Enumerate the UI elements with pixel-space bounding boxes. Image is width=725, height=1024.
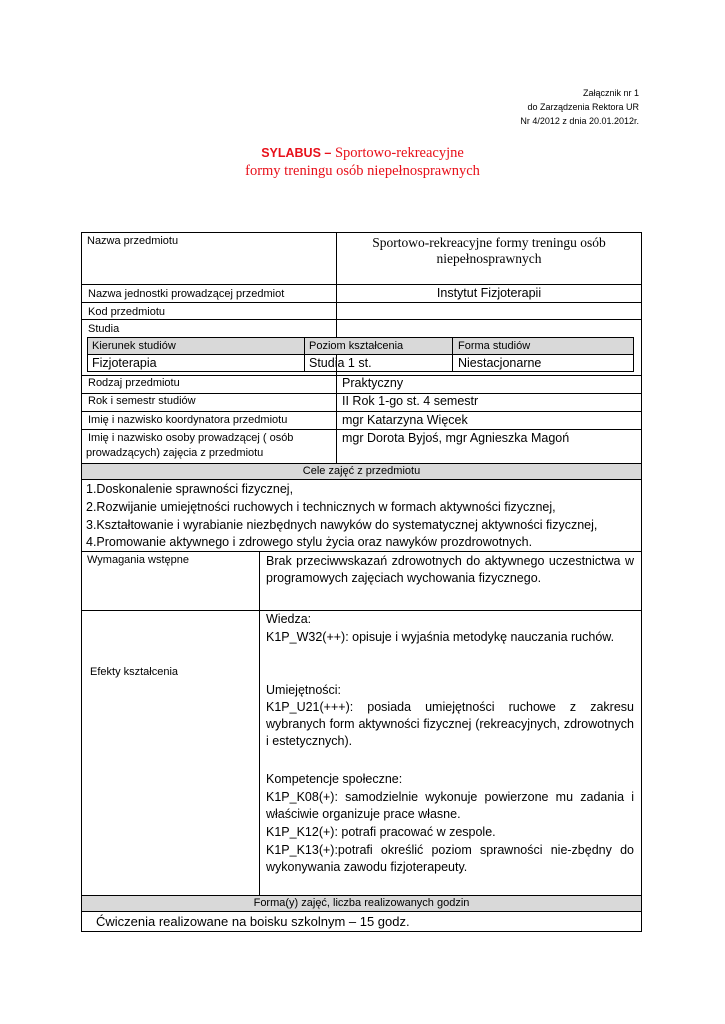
title-line-1: Sportowo-rekreacyjne: [334, 145, 464, 161]
studies-header-level: Poziom kształcenia: [309, 340, 404, 352]
competences-title: Kompetencje społeczne:: [266, 772, 403, 786]
goal-item: 2.Rozwijanie umiejętności ruchowych i technicznych w formach aktywności fizycznej,: [86, 500, 556, 514]
annex-line-1: Załącznik nr 1: [582, 88, 639, 98]
annex-line-3: Nr 4/2012 z dnia 20.01.2012r.: [520, 116, 639, 126]
subject-name-value-2: niepełnosprawnych: [436, 251, 542, 266]
knowledge-text: K1P_W32(++): opisuje i wyjaśnia metodykę nauczania ruchów.: [266, 630, 615, 644]
year-semester-label: Rok i semestr studiów: [88, 395, 196, 407]
studies-value-level: Studia 1 st.: [309, 356, 372, 370]
competence-k13: K1P_K13(+):potrafi określić poziom sprawności nie-zbędny do wykonywania zawodu fizjoterapeuty.: [266, 843, 634, 874]
goals-header: Cele zajęć z przedmiotu: [302, 465, 421, 477]
goal-item: 1.Doskonalenie sprawności fizycznej,: [86, 482, 294, 496]
goal-item: 3.Kształtowanie i wyrabianie niezbędnych nawyków do systematycznej aktywności fizycznej,: [86, 518, 598, 532]
skills-text: K1P_U21(+++): posiada umiejętności ruchowe z zakresu wybranych form aktywności fizycznej (rekreacyjnych, zdrowotnych i estetycznych).: [266, 700, 634, 748]
document-title: [0, 144, 725, 180]
unit-value: Instytut Fizjoterapii: [436, 286, 542, 300]
goal-item: 4.Promowanie aktywnego i zdrowego stylu życia oraz nawyków prozdrowotnych.: [86, 535, 533, 549]
subject-type-value: Praktyczny: [342, 376, 404, 390]
subject-type-label: Rodzaj przedmiotu: [88, 377, 180, 389]
learning-outcomes-label: Efekty kształcenia: [90, 666, 179, 678]
subject-name-value-1: Sportowo-rekreacyjne formy treningu osób: [372, 235, 606, 250]
prerequisites-text: Brak przeciwwskazań zdrowotnych do aktywnego uczestnictwa w programowych zajęciach wychowania fizycznego.: [266, 554, 634, 585]
instructors-label-2: prowadzących) zajęcia z przedmiotu: [86, 447, 264, 459]
unit-label: Nazwa jednostki prowadzącej przedmiot: [88, 288, 285, 300]
subject-name-label: Nazwa przedmiotu: [87, 235, 179, 247]
coordinator-label: Imię i nazwisko koordynatora przedmiotu: [88, 414, 288, 426]
forms-value: Ćwiczenia realizowane na boisku szkolnym – 15 godz.: [96, 914, 410, 929]
competence-k12: K1P_K12(+): potrafi pracować w zespole.: [266, 825, 496, 839]
studies-label: Studia: [88, 323, 120, 335]
forms-header: Forma(y) zajęć, liczba realizowanych godzin: [253, 897, 470, 909]
title-line-2: formy treningu osób niepełnosprawnych: [245, 163, 480, 179]
studies-value-field: Fizjoterapia: [92, 356, 157, 370]
instructors-label-1: Imię i nazwisko osoby prowadzącej ( osób: [88, 432, 294, 444]
competence-k08: K1P_K08(+): samodzielnie wykonuje powierzone mu zadania i właściwie organizuje prace własne.: [266, 790, 634, 821]
annex-note: [520, 86, 639, 128]
knowledge-title: Wiedza:: [266, 612, 312, 626]
skills-title: Umiejętności:: [266, 683, 342, 697]
title-prefix: SYLABUS –: [261, 146, 332, 160]
studies-header-form: Forma studiów: [458, 340, 531, 352]
prerequisites-label: Wymagania wstępne: [87, 554, 190, 566]
annex-line-2: do Zarządzenia Rektora UR: [527, 102, 639, 112]
studies-value-form: Niestacjonarne: [458, 356, 542, 370]
course-code-label: Kod przedmiotu: [88, 306, 166, 318]
instructors-value: mgr Dorota Byjoś, mgr Agnieszka Magoń: [342, 431, 570, 445]
coordinator-value: mgr Katarzyna Więcek: [342, 413, 468, 427]
studies-header-field: Kierunek studiów: [92, 340, 176, 352]
year-semester-value: II Rok 1-go st. 4 semestr: [342, 394, 479, 408]
